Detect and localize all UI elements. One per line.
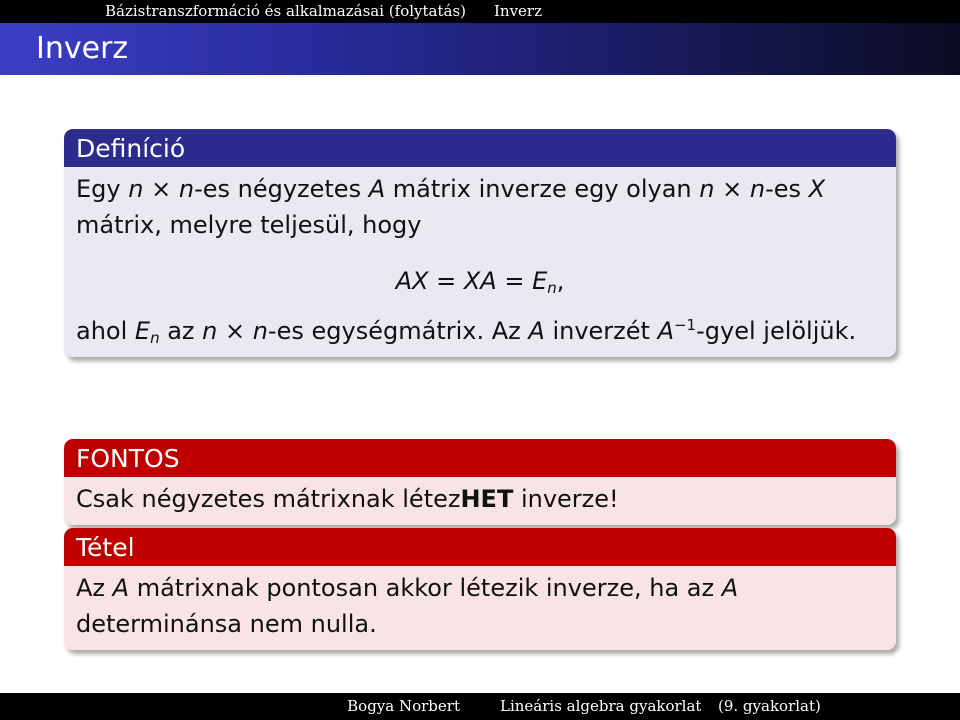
theorem-line-1: Az A mátrixnak pontosan akkor létezik inverze, ha az A	[76, 574, 739, 602]
definition-line-2: mátrix, melyre teljesül, hogy	[76, 211, 422, 239]
definition-block	[64, 129, 896, 357]
theorem-block	[64, 528, 896, 650]
definition-title: Definíció	[64, 129, 896, 167]
inverse-equation: AX = XA = $E_n$,	[395, 267, 565, 297]
footer-bar	[0, 693, 960, 720]
definition-body	[64, 167, 896, 357]
nav-section-link[interactable]: Bázistranszformáció és alkalmazásai (folytatás)	[104, 2, 466, 20]
definition-line-1: Egy n × n-es négyzetes A mátrix inverze egy olyan n × n-es X	[76, 175, 826, 203]
footer-author: Bogya Norbert	[347, 697, 460, 715]
nav-subsection-link[interactable]: Inverz	[494, 2, 543, 20]
footer-course: Lineáris algebra gyakorlat	[500, 697, 702, 715]
top-navigation-bar	[0, 0, 960, 23]
theorem-body	[64, 566, 896, 650]
footer-session: (9. gyakorlat)	[718, 697, 821, 715]
frame-title: Inverz	[0, 23, 960, 75]
definition-line-3: ahol $E_n$ az n × n-es egységmátrix. Az A inverzét $A^{-1}$-gyel jelöljük.	[76, 316, 857, 347]
important-title: FONTOS	[64, 439, 896, 477]
theorem-title: Tétel	[64, 528, 896, 566]
theorem-line-2: determinánsa nem nulla.	[76, 610, 377, 638]
important-block	[64, 439, 896, 525]
important-body: Csak négyzetes mátrixnak létezHET inverze!	[64, 477, 896, 525]
